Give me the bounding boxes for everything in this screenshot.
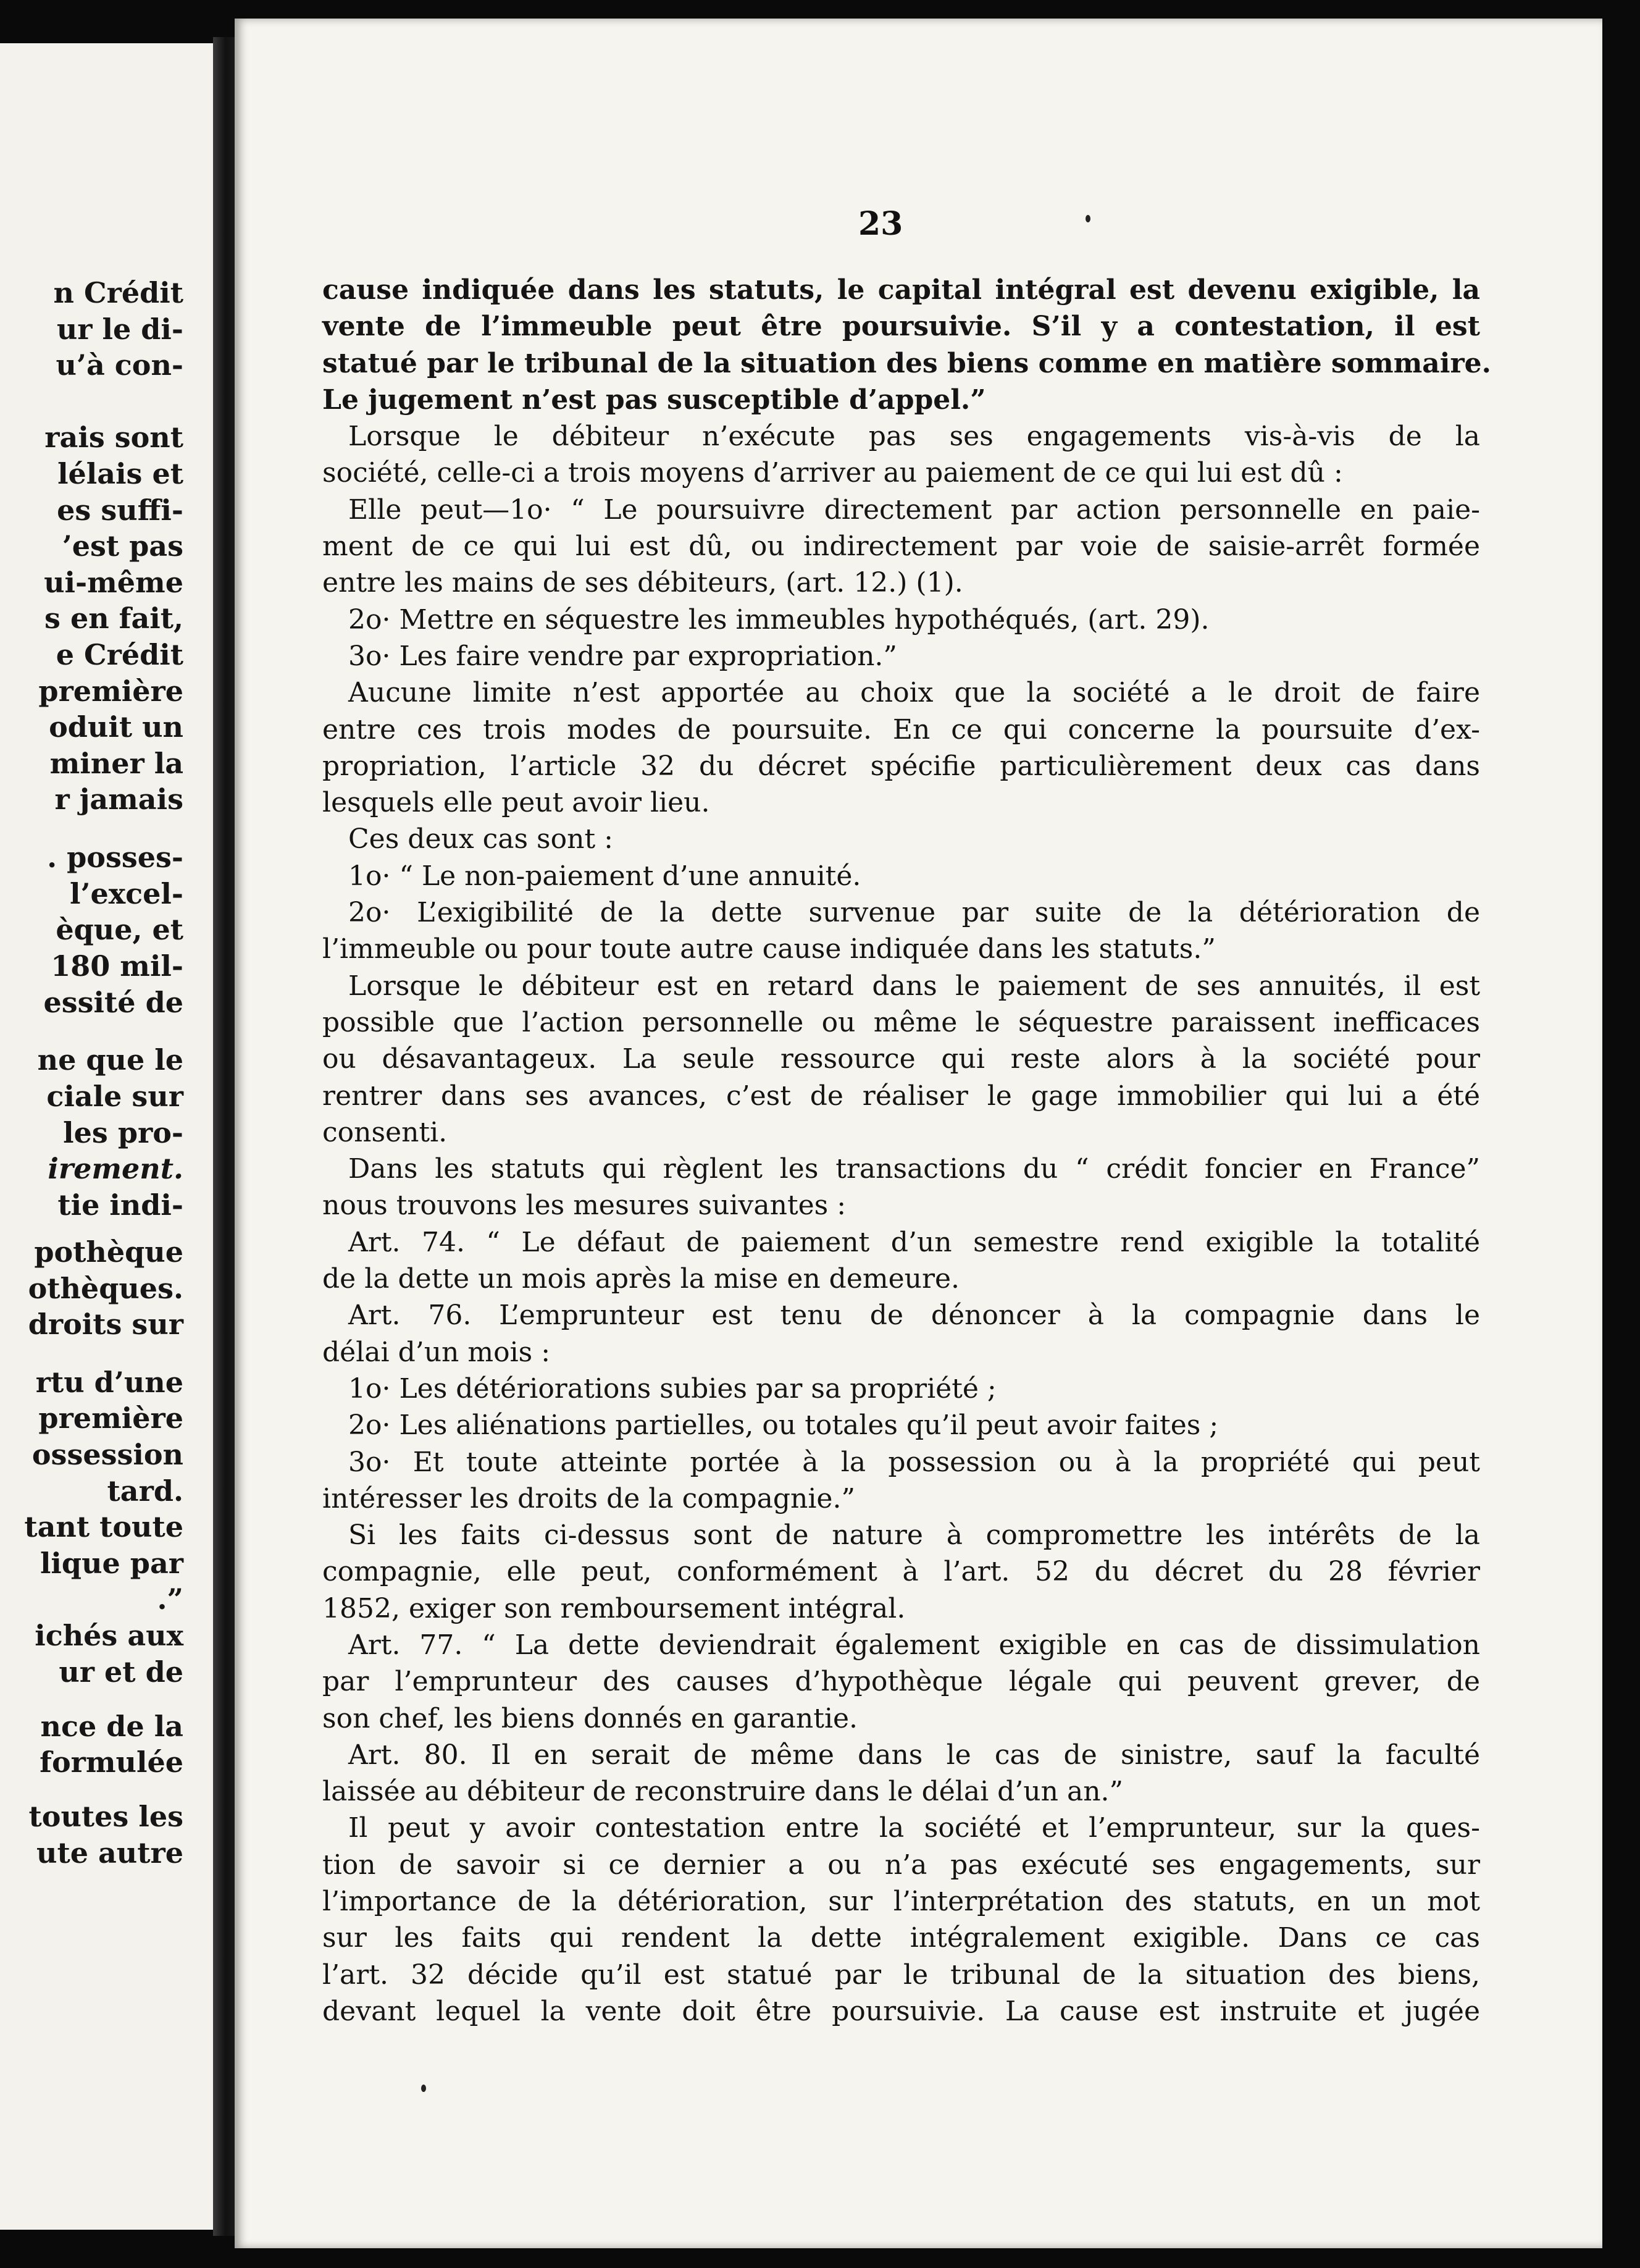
text-line: 3o· Et toute atteinte portée à la possession ou à la propriété qui peut xyxy=(348,1446,1480,1478)
left-page-fragment: tant toute xyxy=(24,1510,183,1544)
text-line: sur les faits qui rendent la dette intégralement exigible. Dans ce cas xyxy=(322,1922,1480,1954)
left-page-fragment: oduit un xyxy=(49,710,183,744)
text-line: 2o· L’exigibilité de la dette survenue par suite de la détérioration de xyxy=(348,897,1480,929)
left-page-fragment: s en fait, xyxy=(44,602,183,636)
left-page-fragment: r jamais xyxy=(54,783,183,817)
text-line: Le jugement n’est pas susceptible d’appel.” xyxy=(322,384,986,416)
text-line: lesquels elle peut avoir lieu. xyxy=(322,787,710,819)
left-page-fragment: miner la xyxy=(49,746,183,780)
left-page-fragment: e Crédit xyxy=(56,638,183,671)
text-line: Ces deux cas sont : xyxy=(348,823,613,855)
left-page-fragment: ichés aux xyxy=(35,1619,183,1653)
left-page-fragment: ’est pas xyxy=(62,529,183,563)
text-line: devant lequel la vente doit être poursuivie. La cause est instruite et jugée xyxy=(322,1995,1480,2027)
left-page-fragment: 180 mil- xyxy=(51,949,183,983)
text-line: Si les faits ci-dessus sont de nature à compromettre les intérêts de la xyxy=(348,1519,1480,1552)
left-page-fragment: l’excel- xyxy=(69,876,183,910)
left-page-fragment: tard. xyxy=(107,1474,183,1508)
text-line: compagnie, elle peut, conformément à l’art. 52 du décret du 28 février xyxy=(322,1556,1480,1588)
text-line: délai d’un mois : xyxy=(322,1336,551,1368)
text-line: Aucune limite n’est apportée au choix que la société a le droit de faire xyxy=(348,677,1480,709)
left-page-fragment: toutes les xyxy=(28,1800,183,1834)
left-page-fragment: première xyxy=(38,1401,183,1435)
left-page-fragment: . posses- xyxy=(47,841,183,875)
text-line: 1o· “ Le non-paiement d’une annuité. xyxy=(348,860,861,892)
text-line: cause indiquée dans les statuts, le capital intégral est devenu exigible, la xyxy=(322,274,1480,306)
text-line: nous trouvons les mesures suivantes : xyxy=(322,1190,847,1222)
left-page-fragment: n Crédit xyxy=(53,276,183,309)
left-page-fragment: ui-même xyxy=(44,565,183,599)
left-page-fragment: lélais et xyxy=(57,457,183,490)
left-page-fragment: essité de xyxy=(43,985,183,1019)
ink-speck xyxy=(421,2085,426,2092)
text-line: rentrer dans ses avances, c’est de réaliser le gage immobilier qui lui a été xyxy=(322,1080,1480,1112)
text-line: propriation, l’article 32 du décret spécifie particulièrement deux cas dans xyxy=(322,750,1480,782)
left-page-fragment: .” xyxy=(157,1582,183,1616)
text-line: Il peut y avoir contestation entre la société et l’emprunteur, sur la ques- xyxy=(348,1812,1480,1844)
text-line: société, celle-ci a trois moyens d’arriver au paiement de ce qui lui est dû : xyxy=(322,457,1343,489)
text-line: statué par le tribunal de la situation des biens comme en matière sommaire. xyxy=(322,347,1491,379)
text-line: Lorsque le débiteur est en retard dans le paiement de ses annuités, il est xyxy=(348,970,1480,1002)
left-page-fragment: ur et de xyxy=(59,1655,183,1689)
left-page-fragment: ur le di- xyxy=(56,312,183,346)
left-page-fragment: pothèque xyxy=(34,1235,183,1269)
left-page-edge xyxy=(0,43,213,2230)
text-line: laissée au débiteur de reconstruire dans le délai d’un an.” xyxy=(322,1776,1124,1808)
text-line: l’immeuble ou pour toute autre cause indiquée dans les statuts.” xyxy=(322,933,1216,965)
text-line: 2o· Les aliénations partielles, ou totales qu’il peut avoir faites ; xyxy=(348,1409,1219,1442)
text-line: Art. 76. L’emprunteur est tenu de dénoncer à la compagnie dans le xyxy=(348,1300,1480,1332)
left-page-fragment: ossession xyxy=(31,1438,183,1472)
text-line: ou désavantageux. La seule ressource qui reste alors à la société pour xyxy=(322,1043,1480,1075)
text-line: Elle peut—1o· “ Le poursuivre directement par action personnelle en paie- xyxy=(348,494,1480,526)
page-number: 23 xyxy=(858,205,903,243)
left-page-fragment: les pro- xyxy=(63,1115,183,1149)
left-page-fragment: première xyxy=(38,674,183,708)
text-line: 1o· Les détériorations subies par sa propriété ; xyxy=(348,1372,997,1405)
text-line: Dans les statuts qui règlent les transactions du “ crédit foncier en France” xyxy=(348,1153,1480,1185)
text-line: possible que l’action personnelle ou même le séquestre paraissent inefficaces xyxy=(322,1006,1480,1038)
page-body-text xyxy=(322,272,1491,2030)
left-page-fragment: othèques. xyxy=(28,1271,183,1305)
text-line: entre ces trois modes de poursuite. En ce qui concerne la poursuite d’ex- xyxy=(322,713,1480,746)
left-page-fragment: u’à con- xyxy=(56,348,183,382)
left-page-fragment: rtu d’une xyxy=(35,1365,183,1399)
text-line: tion de savoir si ce dernier a ou n’a pas exécuté ses engagements, sur xyxy=(322,1849,1480,1881)
text-line: ment de ce qui lui est dû, ou indirectement par voie de saisie-arrêt formée xyxy=(322,531,1480,563)
left-page-fragment: nce de la xyxy=(40,1709,183,1743)
text-line: vente de l’immeuble peut être poursuivie. S’il y a contestation, il est xyxy=(322,311,1480,343)
left-page-fragment: es suffi- xyxy=(57,493,183,527)
left-page-fragment: ne que le xyxy=(37,1043,183,1077)
left-page-fragment: èque, et xyxy=(56,913,183,947)
right-page xyxy=(235,19,1602,2248)
left-page-fragment: droits sur xyxy=(28,1308,183,1342)
left-page-fragment: rais sont xyxy=(44,421,183,455)
text-line: Art. 74. “ Le défaut de paiement d’un semestre rend exigible la totalité xyxy=(348,1226,1480,1258)
text-line: 3o· Les faire vendre par expropriation.” xyxy=(348,640,897,672)
text-line: intéresser les droits de la compagnie.” xyxy=(322,1482,855,1514)
text-line: entre les mains de ses débiteurs, (art. 12.) (1). xyxy=(322,567,963,599)
text-line: l’importance de la détérioration, sur l’interprétation des statuts, en un mot xyxy=(322,1886,1480,1918)
text-line: l’art. 32 décide qu’il est statué par le tribunal de la situation des biens, xyxy=(322,1959,1480,1991)
text-line: son chef, les biens donnés en garantie. xyxy=(322,1702,858,1734)
text-line: Art. 77. “ La dette deviendrait également exigible en cas de dissimulation xyxy=(348,1629,1480,1661)
text-line: consenti. xyxy=(322,1116,448,1148)
text-line: 2o· Mettre en séquestre les immeubles hypothéqués, (art. 29). xyxy=(348,603,1210,636)
left-page-fragment: formulée xyxy=(40,1745,183,1779)
left-page-fragment: irement. xyxy=(48,1152,183,1186)
text-line: Lorsque le débiteur n’exécute pas ses engagements vis-à-vis de la xyxy=(348,421,1480,453)
left-page-fragment: ciale sur xyxy=(46,1079,183,1113)
text-line: 1852, exiger son remboursement intégral. xyxy=(322,1592,906,1624)
ink-speck xyxy=(1086,215,1090,222)
left-page-fragment: lique par xyxy=(40,1546,183,1580)
text-line: par l’emprunteur des causes d’hypothèque légale qui peuvent grever, de xyxy=(322,1666,1480,1698)
left-page-fragment: tie indi- xyxy=(57,1188,183,1222)
text-line: Art. 80. Il en serait de même dans le cas de sinistre, sauf la faculté xyxy=(348,1739,1480,1771)
text-line: de la dette un mois après la mise en demeure. xyxy=(322,1263,960,1295)
left-page-fragment: ute autre xyxy=(36,1836,183,1870)
